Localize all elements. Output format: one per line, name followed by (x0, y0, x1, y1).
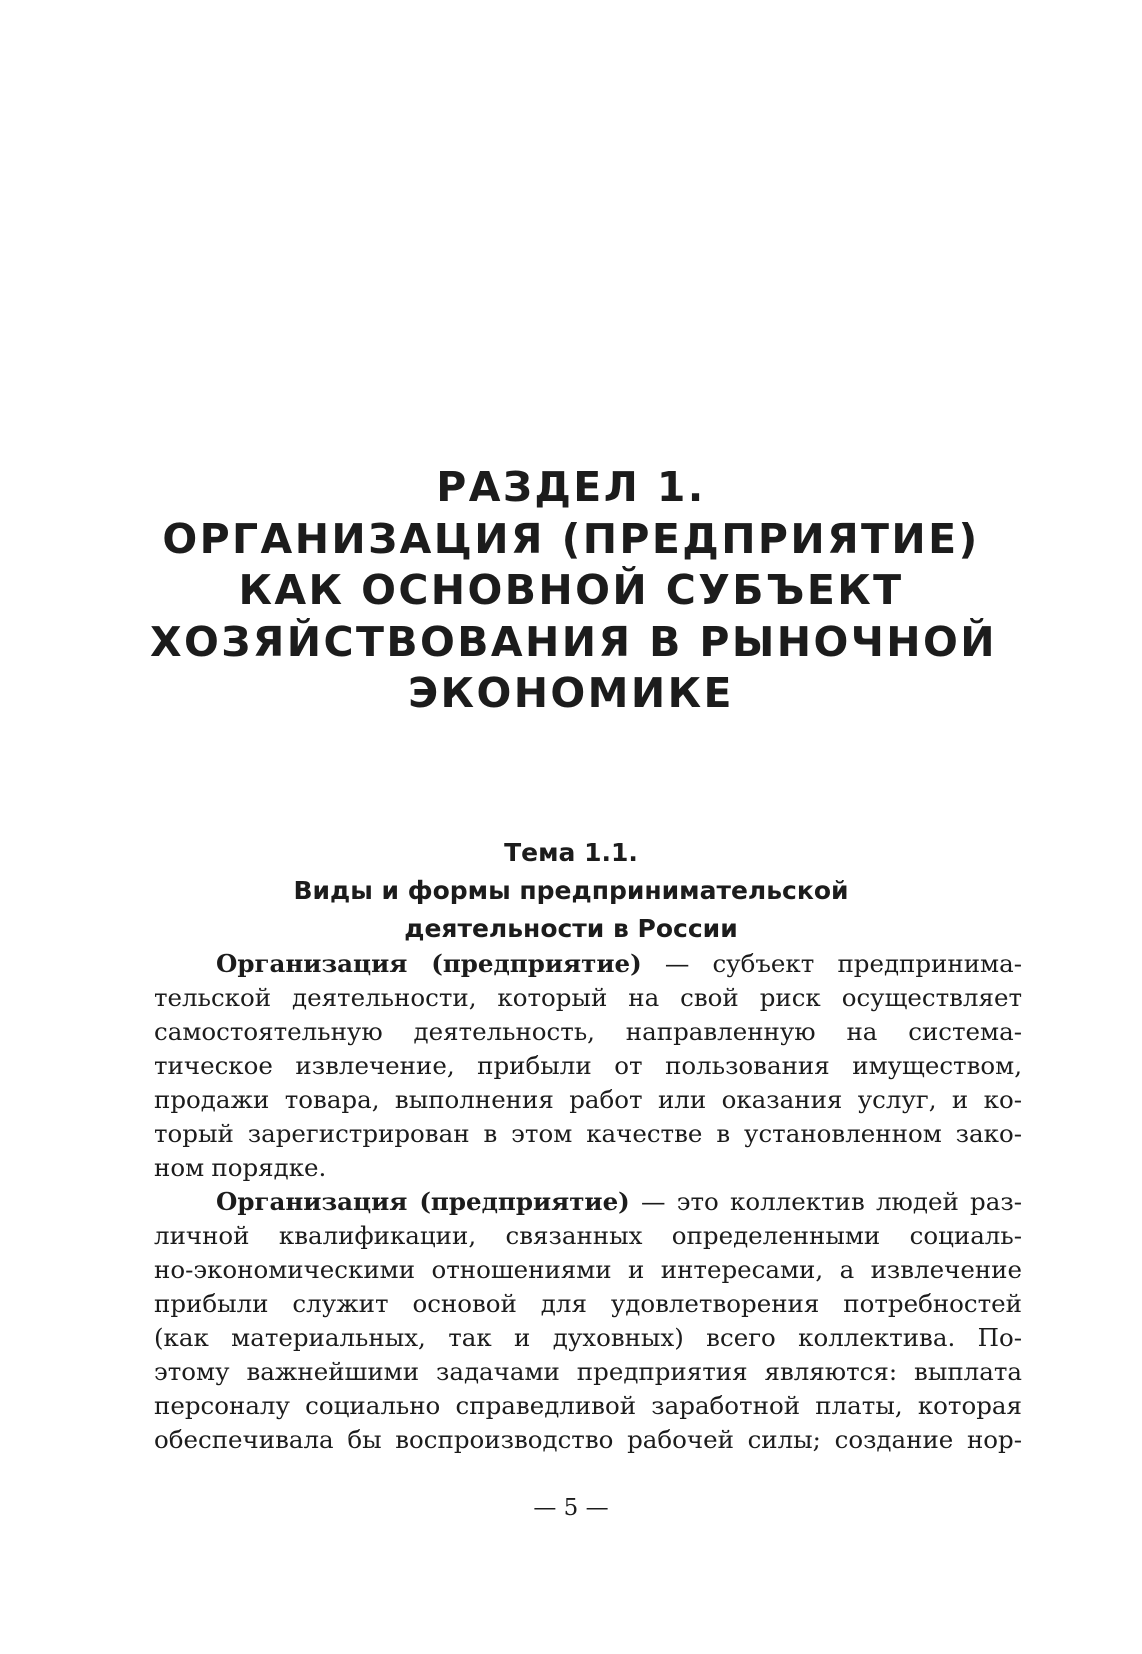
paragraph (154, 1185, 1022, 1457)
text-line: этому важнейшими задачами предприятия являются: выплата (154, 1357, 1022, 1386)
section-title-line: ОРГАНИЗАЦИЯ (ПРЕДПРИЯТИЕ) (162, 514, 980, 563)
text-line: прибыли служит основой для удовлетворения потребностей (154, 1289, 1022, 1318)
text-line: персоналу социально справедливой заработной платы, которая (154, 1391, 1022, 1420)
text-line: (как материальных, так и духовных) всего коллектива. По- (154, 1323, 1022, 1352)
text-line: личной квалификации, связанных определенными социаль- (154, 1221, 1022, 1250)
section-title-line: КАК ОСНОВНОЙ СУБЪЕКТ (238, 566, 904, 614)
page-number: — 5 — (533, 1495, 609, 1521)
topic-title-line: деятельности в России (404, 914, 738, 943)
paragraph (154, 947, 1022, 1185)
text-line: тельской деятельности, который на свой риск осуществляет (154, 983, 1022, 1012)
text-line: ном порядке. (154, 1153, 327, 1182)
section-title-line: ЭКОНОМИКЕ (408, 669, 734, 717)
topic-title-line: Виды и формы предпринимательской (293, 876, 849, 905)
text-line: самостоятельную деятельность, направленную на система- (154, 1017, 1022, 1046)
topic-title (150, 834, 992, 948)
section-title (150, 462, 997, 720)
text-line: обеспечивала бы воспроизводство рабочей силы; создание нор- (154, 1425, 1022, 1454)
topic-number: Тема 1.1. (504, 838, 638, 867)
defined-term: Организация (предприятие) (216, 1187, 630, 1216)
section-title-line: РАЗДЕЛ 1. (436, 463, 706, 511)
text-line: но-экономическими отношениями и интересами, а извлечение (154, 1255, 1022, 1284)
text-line: Организация (предприятие) — это коллектив людей раз- (216, 1187, 1022, 1216)
section-title-line: ХОЗЯЙСТВОВАНИЯ В РЫНОЧНОЙ (150, 617, 997, 666)
defined-term: Организация (предприятие) (216, 949, 642, 978)
text-line: тическое извлечение, прибыли от пользования имуществом, (154, 1051, 1022, 1080)
text-line: продажи товара, выполнения работ или оказания услуг, и ко- (154, 1085, 1022, 1114)
body-text (154, 947, 1022, 1457)
text-line: Организация (предприятие) — субъект предпринима- (216, 949, 1022, 978)
text-line: торый зарегистрирован в этом качестве в установленном зако- (154, 1119, 1022, 1148)
